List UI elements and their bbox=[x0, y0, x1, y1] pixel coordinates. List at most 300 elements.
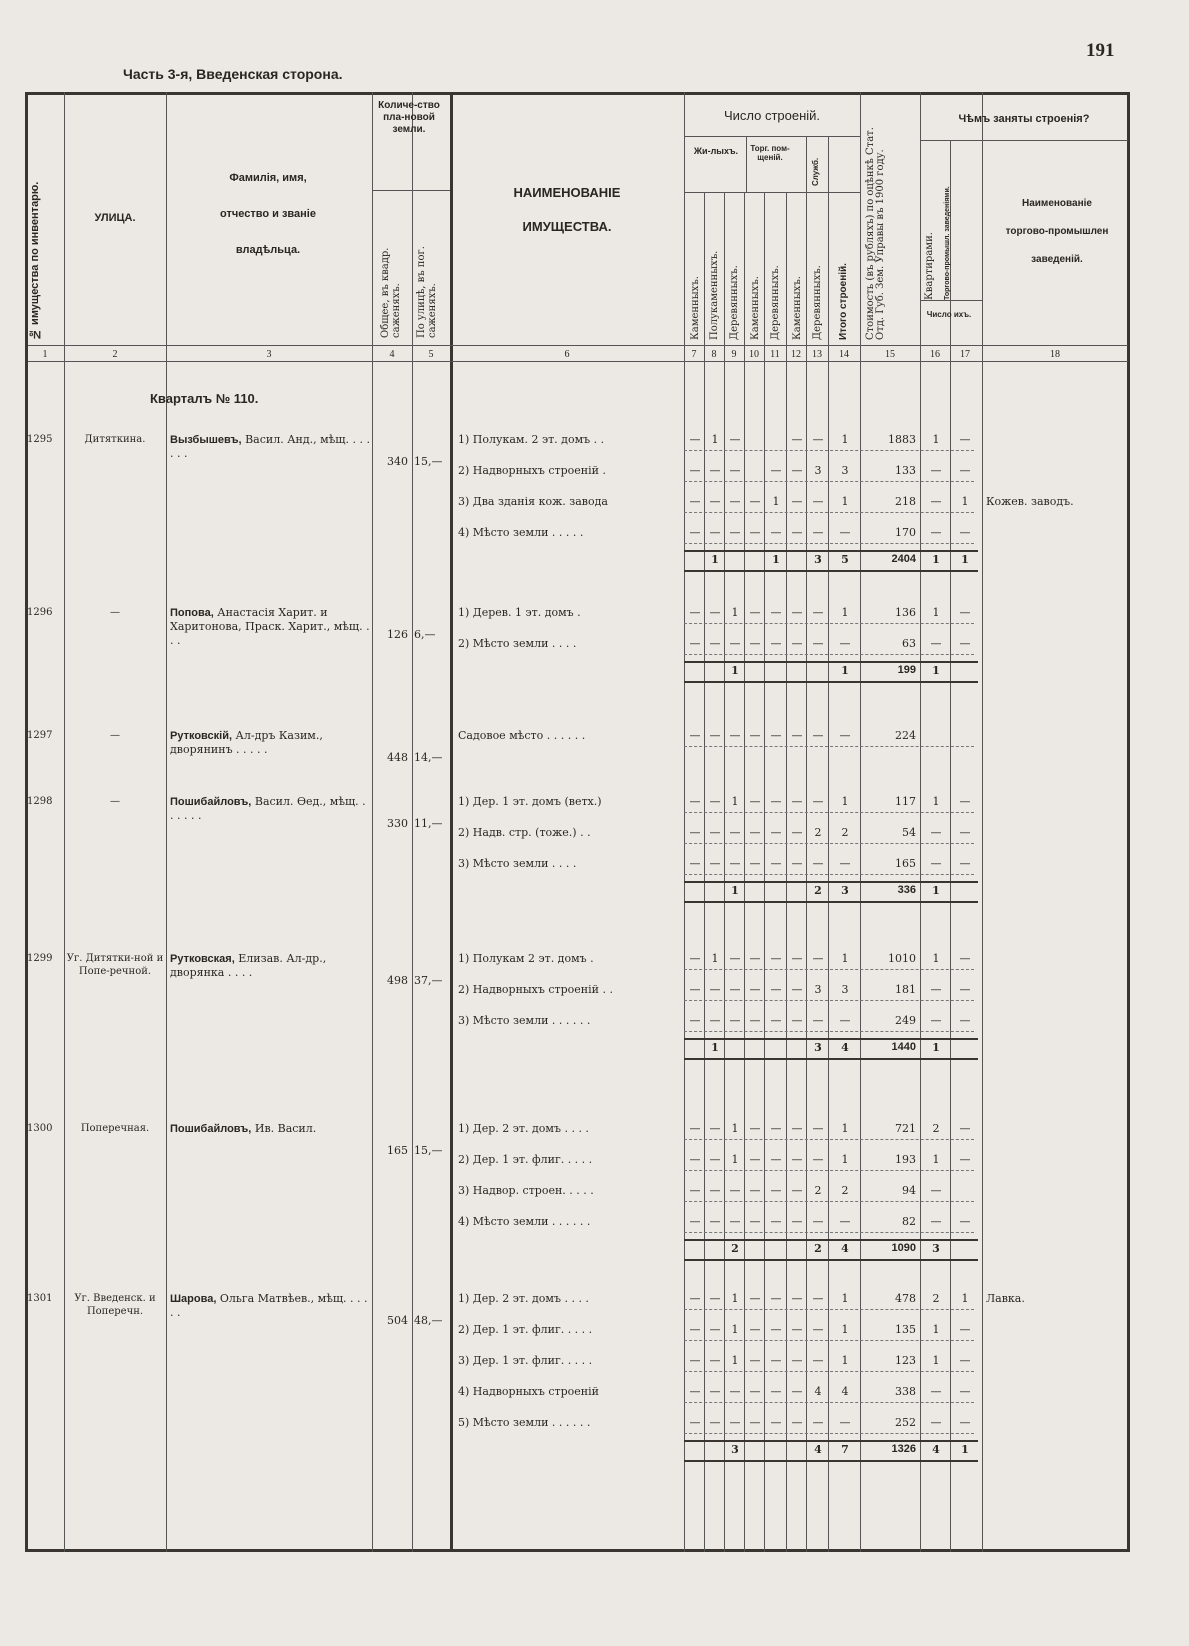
property-item: 5) Мѣсто земли . . . . . . bbox=[458, 1416, 591, 1429]
item-rule bbox=[684, 746, 974, 747]
building-count-c9: — bbox=[729, 826, 741, 839]
owner-name bbox=[170, 952, 370, 980]
total-c8: 1 bbox=[711, 553, 719, 566]
item-rule bbox=[684, 812, 974, 813]
building-count-c11: 1 bbox=[772, 495, 780, 508]
total-value: 336 bbox=[897, 884, 916, 896]
street-frontage: 48,— bbox=[414, 1314, 443, 1327]
building-count-c12: — bbox=[791, 826, 803, 839]
subtotal-rule bbox=[684, 661, 978, 663]
building-count-c7: — bbox=[689, 1184, 701, 1197]
property-item: 1) Дер. 2 эт. домъ . . . . bbox=[458, 1122, 589, 1135]
building-count-c12: — bbox=[791, 433, 803, 446]
building-count-c14: 1 bbox=[841, 1354, 849, 1367]
building-count-c13: — bbox=[812, 1292, 824, 1305]
property-item: 1) Дерев. 1 эт. домъ . bbox=[458, 606, 581, 619]
building-count-c12: — bbox=[791, 1292, 803, 1305]
building-count-c14: 3 bbox=[841, 464, 849, 477]
building-count-c14: — bbox=[839, 637, 851, 650]
building-count-c12: — bbox=[791, 1122, 803, 1135]
apartments-count: — bbox=[930, 1014, 942, 1027]
building-count-c7: — bbox=[689, 606, 701, 619]
property-item: 3) Мѣсто земли . . . . . . bbox=[458, 1014, 591, 1027]
building-count-c7: — bbox=[689, 1153, 701, 1166]
building-count-c11: — bbox=[770, 1385, 782, 1398]
quarter-heading: Кварталъ № 110. bbox=[150, 391, 259, 406]
building-count-c12: — bbox=[791, 1014, 803, 1027]
property-item: 1) Полукам. 2 эт. домъ . . bbox=[458, 433, 605, 446]
building-count-c7: — bbox=[689, 1385, 701, 1398]
land-area: 330 bbox=[387, 817, 408, 830]
land-area: 126 bbox=[387, 628, 408, 641]
owner-surname: Пошибайловъ, bbox=[170, 1123, 252, 1135]
building-count-c13: — bbox=[812, 495, 824, 508]
building-count-c12: — bbox=[791, 464, 803, 477]
item-rule bbox=[684, 1371, 974, 1372]
total-value: 1326 bbox=[891, 1443, 916, 1455]
building-count-c13: — bbox=[812, 1215, 824, 1228]
building-count-c10: — bbox=[749, 1323, 761, 1336]
building-count-c9: — bbox=[729, 1215, 741, 1228]
apartments-count: 1 bbox=[932, 1354, 940, 1367]
owner-name bbox=[170, 1122, 370, 1136]
header-count: Число ихъ. bbox=[926, 310, 972, 319]
building-count-c13: — bbox=[812, 1354, 824, 1367]
building-count-c9: — bbox=[729, 857, 741, 870]
owner-surname: Пошибайловъ, bbox=[170, 796, 252, 808]
trade-count: — bbox=[959, 1215, 971, 1228]
property-value: 94 bbox=[902, 1184, 916, 1197]
building-count-c10: — bbox=[749, 1416, 761, 1429]
building-count-c14: 1 bbox=[841, 952, 849, 965]
total-trade: 1 bbox=[961, 1443, 969, 1456]
street-name: — bbox=[110, 730, 120, 741]
header-col11: Деревянныхъ. bbox=[770, 265, 781, 340]
building-count-c9: — bbox=[729, 495, 741, 508]
header-property-line-2: ИМУЩЕСТВА. bbox=[522, 219, 612, 234]
column-rule bbox=[166, 92, 167, 1552]
building-count-c11: — bbox=[770, 606, 782, 619]
total-c13: 3 bbox=[814, 553, 822, 566]
total-c14: 5 bbox=[841, 553, 849, 566]
property-value: 478 bbox=[895, 1292, 916, 1305]
owner-name bbox=[170, 729, 370, 757]
header-inventory-number: № имущества по инвентарю. bbox=[29, 181, 41, 340]
owner-surname: Рутковская, bbox=[170, 953, 235, 965]
building-count-c7: — bbox=[689, 1014, 701, 1027]
building-count-c8: — bbox=[709, 1323, 721, 1336]
property-value: 82 bbox=[902, 1215, 916, 1228]
header-col18-line-2: торгово-промышлен bbox=[1005, 226, 1109, 237]
apartments-count: 1 bbox=[932, 1323, 940, 1336]
subcolumn-rule bbox=[828, 192, 829, 1552]
building-count-c8: — bbox=[709, 1354, 721, 1367]
building-count-c11: — bbox=[770, 1416, 782, 1429]
building-count-c8: — bbox=[709, 729, 721, 742]
header-col14-total: Итого строеній. bbox=[838, 263, 849, 340]
trade-count: — bbox=[959, 1354, 971, 1367]
trade-count: — bbox=[959, 1385, 971, 1398]
building-count-c7: — bbox=[689, 464, 701, 477]
property-value: 135 bbox=[895, 1323, 916, 1336]
header-col8: Полукаменныхъ. bbox=[709, 250, 720, 340]
header-property-name bbox=[452, 185, 682, 235]
total-c9: 1 bbox=[731, 664, 739, 677]
header-trade-premises: Торг. пом-щеній. bbox=[750, 144, 790, 162]
building-count-c13: — bbox=[812, 795, 824, 808]
building-count-c7: — bbox=[689, 637, 701, 650]
building-count-c14: — bbox=[839, 1416, 851, 1429]
street-frontage: 15,— bbox=[414, 455, 443, 468]
subcolumn-rule bbox=[806, 192, 807, 1552]
column-rule bbox=[684, 92, 685, 1552]
column-number: 6 bbox=[564, 349, 570, 360]
building-count-c11: — bbox=[770, 952, 782, 965]
header-col9: Деревянныхъ. bbox=[729, 265, 740, 340]
column-rule bbox=[372, 92, 373, 1552]
item-rule bbox=[684, 874, 974, 875]
building-count-c14: — bbox=[839, 526, 851, 539]
building-count-c7: — bbox=[689, 857, 701, 870]
trade-count: — bbox=[959, 1416, 971, 1429]
property-value: 193 bbox=[895, 1153, 916, 1166]
building-count-c8: — bbox=[709, 795, 721, 808]
building-count-c7: — bbox=[689, 1354, 701, 1367]
building-count-c10: — bbox=[749, 857, 761, 870]
owner-surname: Шарова, bbox=[170, 1293, 217, 1305]
building-count-c11: — bbox=[770, 826, 782, 839]
apartments-count: — bbox=[930, 1184, 942, 1197]
item-rule bbox=[684, 450, 974, 451]
building-count-c8: — bbox=[709, 1385, 721, 1398]
header-col13: Деревянныхъ. bbox=[812, 265, 823, 340]
trade-count: — bbox=[959, 606, 971, 619]
building-count-c10: — bbox=[749, 729, 761, 742]
total-apartments: 4 bbox=[932, 1443, 940, 1456]
item-rule bbox=[684, 1340, 974, 1341]
item-rule bbox=[684, 1031, 974, 1032]
building-count-c10: — bbox=[749, 826, 761, 839]
header-service: Служб. bbox=[811, 157, 820, 186]
land-header-rule bbox=[372, 190, 450, 191]
column-number: 16 bbox=[930, 349, 940, 360]
inventory-number: 1301 bbox=[27, 1293, 53, 1304]
property-item: 3) Мѣсто земли . . . . bbox=[458, 857, 577, 870]
column-number: 4 bbox=[389, 349, 395, 360]
group-rule bbox=[828, 136, 829, 192]
building-count-c11: — bbox=[770, 795, 782, 808]
total-c13: 2 bbox=[814, 1242, 822, 1255]
property-item: 2) Дер. 1 эт. флиг. . . . . bbox=[458, 1323, 593, 1336]
building-count-c8: 1 bbox=[711, 433, 719, 446]
item-rule bbox=[684, 1309, 974, 1310]
total-c14: 4 bbox=[841, 1041, 849, 1054]
building-count-c10: — bbox=[749, 1122, 761, 1135]
subtotal-rule bbox=[684, 550, 978, 552]
building-count-c14: 2 bbox=[841, 1184, 849, 1197]
building-count-c9: 1 bbox=[731, 1354, 739, 1367]
building-count-c14: 1 bbox=[841, 433, 849, 446]
building-count-c11: — bbox=[770, 1153, 782, 1166]
item-rule bbox=[684, 843, 974, 844]
subcolumn-rule bbox=[786, 192, 787, 1552]
item-rule bbox=[684, 1139, 974, 1140]
building-count-c8: — bbox=[709, 1215, 721, 1228]
total-c14: 1 bbox=[841, 664, 849, 677]
property-value: 133 bbox=[895, 464, 916, 477]
owner-details: Васил. Анд., мѣщ. . . . . . . bbox=[170, 433, 371, 460]
column-number: 18 bbox=[1050, 349, 1060, 360]
total-c13: 4 bbox=[814, 1443, 822, 1456]
building-count-c11: — bbox=[770, 1354, 782, 1367]
building-count-c13: 3 bbox=[814, 464, 822, 477]
building-count-c10: — bbox=[749, 1184, 761, 1197]
trade-count: — bbox=[959, 433, 971, 446]
building-count-c9: — bbox=[729, 1385, 741, 1398]
building-count-c14: 2 bbox=[841, 826, 849, 839]
subtotal-bottom-rule bbox=[684, 901, 978, 903]
land-area: 448 bbox=[387, 751, 408, 764]
property-item: 2) Надворныхъ строеній . . bbox=[458, 983, 613, 996]
building-count-c12: — bbox=[791, 637, 803, 650]
total-value: 199 bbox=[897, 664, 916, 676]
building-count-c9: — bbox=[729, 1416, 741, 1429]
building-count-c12: — bbox=[791, 1153, 803, 1166]
column-number: 10 bbox=[749, 349, 759, 360]
land-area: 165 bbox=[387, 1144, 408, 1157]
total-c9: 2 bbox=[731, 1242, 739, 1255]
header-owner-line-3: владѣльца. bbox=[235, 244, 301, 256]
owner-name bbox=[170, 433, 370, 461]
street-frontage: 37,— bbox=[414, 974, 443, 987]
building-count-c11: — bbox=[770, 1184, 782, 1197]
header-col17-trade: Торгово-промышл. заведеніями. bbox=[944, 186, 951, 300]
building-count-c7: — bbox=[689, 983, 701, 996]
building-count-c14: 1 bbox=[841, 1323, 849, 1336]
property-value: 224 bbox=[895, 729, 916, 742]
street-name: Уг. Введенск. и Поперечн. bbox=[74, 1293, 156, 1317]
total-c13: 2 bbox=[814, 884, 822, 897]
building-count-c13: 2 bbox=[814, 1184, 822, 1197]
header-col18-line-1: Наименованіе bbox=[1022, 198, 1092, 209]
building-count-c7: — bbox=[689, 826, 701, 839]
subtotal-rule bbox=[684, 881, 978, 883]
building-count-c12: — bbox=[791, 606, 803, 619]
total-value: 1440 bbox=[891, 1041, 916, 1053]
building-count-c12: — bbox=[791, 1354, 803, 1367]
column-rule bbox=[450, 92, 453, 1552]
street-frontage: 6,— bbox=[414, 628, 436, 641]
building-count-c8: — bbox=[709, 1014, 721, 1027]
building-count-c14: 1 bbox=[841, 495, 849, 508]
inventory-number: 1296 bbox=[27, 607, 53, 618]
subtotal-bottom-rule bbox=[684, 1259, 978, 1261]
header-bottom-rule bbox=[28, 345, 1128, 346]
header-col12: Каменныхъ. bbox=[792, 276, 803, 340]
building-count-c9: 1 bbox=[731, 606, 739, 619]
item-rule bbox=[684, 1201, 974, 1202]
total-apartments: 1 bbox=[932, 553, 940, 566]
building-count-c9: — bbox=[729, 983, 741, 996]
building-count-c12: — bbox=[791, 1215, 803, 1228]
header-owner bbox=[168, 172, 368, 257]
total-c11: 1 bbox=[772, 553, 780, 566]
subtotal-rule bbox=[684, 1239, 978, 1241]
building-count-c14: 4 bbox=[841, 1385, 849, 1398]
item-rule bbox=[684, 1170, 974, 1171]
building-count-c10: — bbox=[749, 1153, 761, 1166]
building-count-c12: — bbox=[791, 526, 803, 539]
apartments-count: — bbox=[930, 983, 942, 996]
column-number: 11 bbox=[770, 349, 780, 360]
apartments-count: 1 bbox=[932, 1153, 940, 1166]
building-count-c11: — bbox=[770, 1215, 782, 1228]
property-value: 136 bbox=[895, 606, 916, 619]
total-c8: 1 bbox=[711, 1041, 719, 1054]
trade-count: — bbox=[959, 464, 971, 477]
property-value: 218 bbox=[895, 495, 916, 508]
property-value: 170 bbox=[895, 526, 916, 539]
owner-surname: Вызбышевъ, bbox=[170, 434, 242, 446]
building-count-c8: — bbox=[709, 1184, 721, 1197]
trade-count: — bbox=[959, 795, 971, 808]
inventory-number: 1300 bbox=[27, 1123, 53, 1134]
apartments-count: — bbox=[930, 464, 942, 477]
property-item: 3) Дер. 1 эт. флиг. . . . . bbox=[458, 1354, 593, 1367]
column-rule bbox=[860, 92, 861, 1552]
item-rule bbox=[684, 481, 974, 482]
item-rule bbox=[684, 623, 974, 624]
item-rule bbox=[684, 1433, 974, 1434]
property-value: 252 bbox=[895, 1416, 916, 1429]
count-rule bbox=[920, 300, 982, 301]
trade-count: — bbox=[959, 637, 971, 650]
building-count-c7: — bbox=[689, 952, 701, 965]
apartments-count: 1 bbox=[932, 606, 940, 619]
street-frontage: 15,— bbox=[414, 1144, 443, 1157]
building-count-c11: — bbox=[770, 1014, 782, 1027]
building-count-c9: — bbox=[729, 1184, 741, 1197]
property-item: 2) Мѣсто земли . . . . bbox=[458, 637, 577, 650]
street-name: — bbox=[110, 796, 120, 807]
building-count-c10: — bbox=[749, 526, 761, 539]
building-count-c11: — bbox=[770, 1323, 782, 1336]
column-number: 12 bbox=[791, 349, 801, 360]
building-count-c12: — bbox=[791, 495, 803, 508]
street-name: Уг. Дитятки-ной и Попе-речной. bbox=[66, 953, 164, 977]
property-item: 4) Мѣсто земли . . . . . bbox=[458, 526, 584, 539]
building-count-c7: — bbox=[689, 1416, 701, 1429]
property-item: 2) Надворныхъ строеній . bbox=[458, 464, 606, 477]
property-value: 181 bbox=[895, 983, 916, 996]
header-col16-apartments: Квартирами. bbox=[924, 232, 935, 300]
total-apartments: 1 bbox=[932, 1041, 940, 1054]
property-item: 2) Дер. 1 эт. флиг. . . . . bbox=[458, 1153, 593, 1166]
building-count-c7: — bbox=[689, 526, 701, 539]
building-count-c8: — bbox=[709, 637, 721, 650]
building-count-c8: — bbox=[709, 857, 721, 870]
group-rule bbox=[806, 136, 807, 192]
column-rule bbox=[64, 92, 65, 1552]
column-number: 9 bbox=[731, 349, 737, 360]
trade-count: 1 bbox=[961, 1292, 969, 1305]
trade-count: 1 bbox=[961, 495, 969, 508]
building-count-c7: — bbox=[689, 1292, 701, 1305]
building-count-c8: — bbox=[709, 983, 721, 996]
property-value: 338 bbox=[895, 1385, 916, 1398]
building-count-c14: — bbox=[839, 1014, 851, 1027]
building-count-c13: 3 bbox=[814, 983, 822, 996]
owner-details: Анастасія Харит. и Харитонова, Праск. Харит., мѣщ. . . . bbox=[170, 606, 370, 647]
property-value: 63 bbox=[902, 637, 916, 650]
building-count-c13: — bbox=[812, 433, 824, 446]
owner-surname: Попова, bbox=[170, 607, 214, 619]
building-count-c12: — bbox=[791, 983, 803, 996]
building-count-c8: — bbox=[709, 1153, 721, 1166]
street-frontage: 11,— bbox=[414, 817, 443, 830]
property-value: 1883 bbox=[888, 433, 916, 446]
building-count-c12: — bbox=[791, 857, 803, 870]
building-count-c10: — bbox=[749, 606, 761, 619]
total-c9: 3 bbox=[731, 1443, 739, 1456]
total-c13: 3 bbox=[814, 1041, 822, 1054]
land-area: 340 bbox=[387, 455, 408, 468]
owner-name bbox=[170, 1292, 370, 1320]
building-count-c8: — bbox=[709, 606, 721, 619]
apartments-count: 1 bbox=[932, 952, 940, 965]
total-c14: 4 bbox=[841, 1242, 849, 1255]
header-col7: Каменныхъ. bbox=[690, 276, 701, 340]
building-count-c14: 1 bbox=[841, 1122, 849, 1135]
header-street-frontage: По улицѣ, въ пог. саженяхъ. bbox=[416, 246, 438, 338]
trade-count: — bbox=[959, 857, 971, 870]
header-street: УЛИЦА. bbox=[94, 212, 136, 224]
column-number: 17 bbox=[960, 349, 970, 360]
building-count-c14: 1 bbox=[841, 606, 849, 619]
property-value: 165 bbox=[895, 857, 916, 870]
trade-count: — bbox=[959, 1014, 971, 1027]
building-count-c13: — bbox=[812, 1416, 824, 1429]
building-count-c9: — bbox=[729, 433, 741, 446]
building-count-c9: — bbox=[729, 464, 741, 477]
buildings-header-rule bbox=[684, 136, 860, 137]
apartments-count: 2 bbox=[932, 1292, 940, 1305]
building-count-c9: — bbox=[729, 1014, 741, 1027]
total-c9: 1 bbox=[731, 884, 739, 897]
header-owner-line-2: отчество и званіе bbox=[220, 208, 316, 220]
header-land-quantity: Количе-ство пла-новой земли. bbox=[378, 100, 440, 135]
total-apartments: 1 bbox=[932, 884, 940, 897]
building-count-c11: — bbox=[770, 526, 782, 539]
header-col18-line-3: заведеній. bbox=[1031, 254, 1083, 265]
header-total-area: Общее, въ квадр. саженяхъ. bbox=[380, 247, 402, 338]
inventory-number: 1299 bbox=[27, 953, 53, 964]
building-count-c7: — bbox=[689, 1215, 701, 1228]
running-head: Часть 3-я, Введенская сторона. bbox=[123, 66, 343, 82]
building-count-c13: 4 bbox=[814, 1385, 822, 1398]
building-count-c13: — bbox=[812, 1323, 824, 1336]
building-count-c11: — bbox=[770, 983, 782, 996]
building-count-c13: — bbox=[812, 1153, 824, 1166]
total-apartments: 3 bbox=[932, 1242, 940, 1255]
property-item: 2) Надв. стр. (тоже.) . . bbox=[458, 826, 591, 839]
property-item: 3) Два зданія кож. завода bbox=[458, 495, 608, 508]
item-rule bbox=[684, 1402, 974, 1403]
building-count-c8: — bbox=[709, 1416, 721, 1429]
building-count-c10: — bbox=[749, 1292, 761, 1305]
building-count-c13: — bbox=[812, 526, 824, 539]
subgroup-rule bbox=[684, 192, 860, 193]
